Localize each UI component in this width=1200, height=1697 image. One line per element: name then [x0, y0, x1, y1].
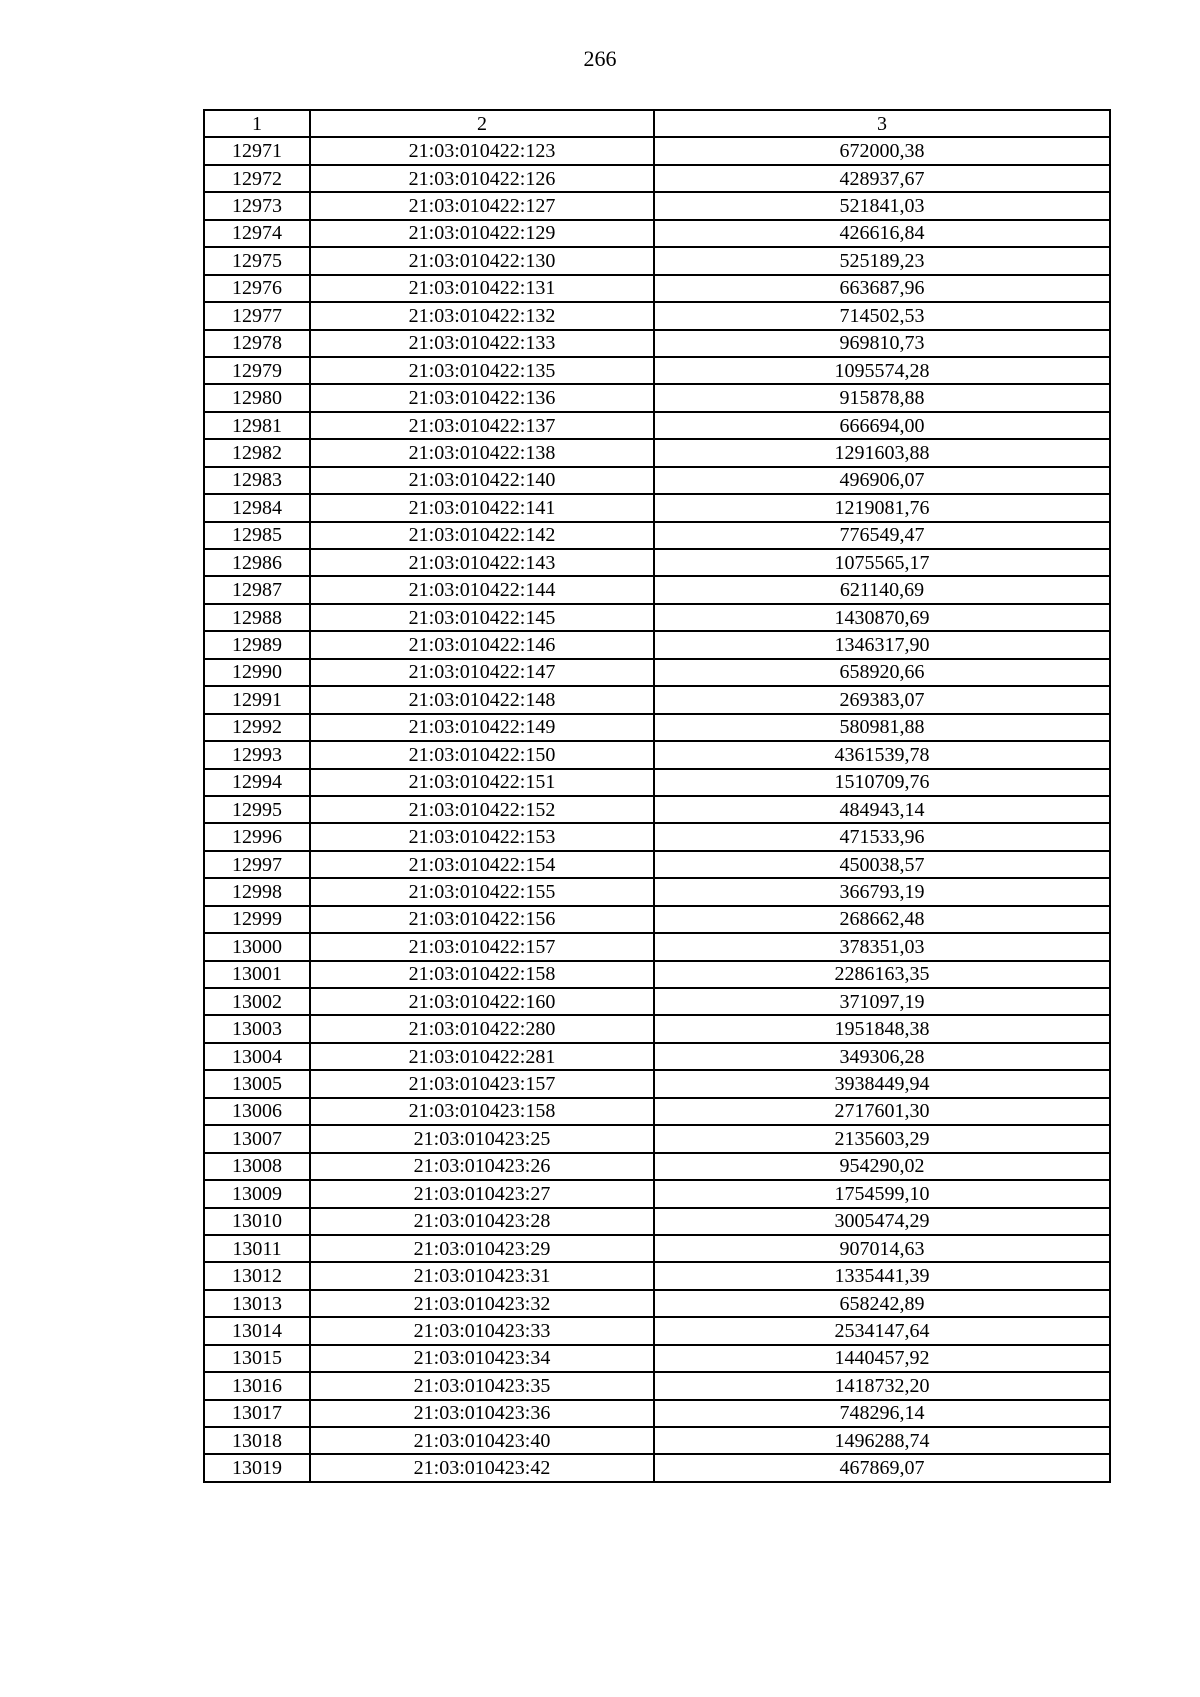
- cell-cadastral-id: 21:03:010422:126: [310, 165, 654, 192]
- cell-value: 2717601,30: [654, 1098, 1110, 1125]
- cell-cadastral-id: 21:03:010422:133: [310, 330, 654, 357]
- cell-cadastral-id: 21:03:010422:129: [310, 220, 654, 247]
- cell-value: 969810,73: [654, 330, 1110, 357]
- table-row: [204, 384, 1110, 411]
- cell-number: 13013: [204, 1290, 310, 1317]
- cell-number: 12998: [204, 878, 310, 905]
- table-row: [204, 631, 1110, 658]
- cell-cadastral-id: 21:03:010422:152: [310, 796, 654, 823]
- table-row: [204, 933, 1110, 960]
- cell-cadastral-id: 21:03:010422:144: [310, 576, 654, 603]
- cell-value: 2135603,29: [654, 1125, 1110, 1152]
- cell-number: 12984: [204, 494, 310, 521]
- table-row: [204, 357, 1110, 384]
- cell-cadastral-id: 21:03:010422:135: [310, 357, 654, 384]
- table-row: [204, 769, 1110, 796]
- cell-value: 496906,07: [654, 467, 1110, 494]
- cell-cadastral-id: 21:03:010422:136: [310, 384, 654, 411]
- cell-value: 658242,89: [654, 1290, 1110, 1317]
- cell-cadastral-id: 21:03:010423:42: [310, 1454, 654, 1481]
- cell-cadastral-id: 21:03:010423:40: [310, 1427, 654, 1454]
- table-row: [204, 1290, 1110, 1317]
- cell-value: 471533,96: [654, 823, 1110, 850]
- cell-value: 714502,53: [654, 302, 1110, 329]
- cell-number: 12987: [204, 576, 310, 603]
- table-row: [204, 522, 1110, 549]
- table-row: [204, 878, 1110, 905]
- cell-number: 12978: [204, 330, 310, 357]
- cell-cadastral-id: 21:03:010422:158: [310, 961, 654, 988]
- table-row: [204, 494, 1110, 521]
- cell-value: 366793,19: [654, 878, 1110, 905]
- cell-value: 1291603,88: [654, 439, 1110, 466]
- cell-number: 12992: [204, 714, 310, 741]
- cell-cadastral-id: 21:03:010422:132: [310, 302, 654, 329]
- cell-number: 12976: [204, 275, 310, 302]
- cell-number: 12988: [204, 604, 310, 631]
- table-row: [204, 1153, 1110, 1180]
- cell-value: 3005474,29: [654, 1208, 1110, 1235]
- cell-value: 1510709,76: [654, 769, 1110, 796]
- cell-cadastral-id: 21:03:010422:153: [310, 823, 654, 850]
- cell-value: 907014,63: [654, 1235, 1110, 1262]
- cell-value: 4361539,78: [654, 741, 1110, 768]
- cell-value: 1430870,69: [654, 604, 1110, 631]
- table-row: [204, 1015, 1110, 1042]
- cell-cadastral-id: 21:03:010422:137: [310, 412, 654, 439]
- table-row: [204, 192, 1110, 219]
- cell-cadastral-id: 21:03:010423:34: [310, 1345, 654, 1372]
- cell-cadastral-id: 21:03:010423:157: [310, 1070, 654, 1097]
- cell-value: 521841,03: [654, 192, 1110, 219]
- table-row: [204, 714, 1110, 741]
- cell-value: 1496288,74: [654, 1427, 1110, 1454]
- cell-value: 450038,57: [654, 851, 1110, 878]
- table-row: [204, 823, 1110, 850]
- cell-cadastral-id: 21:03:010422:127: [310, 192, 654, 219]
- cell-number: 13014: [204, 1317, 310, 1344]
- cell-cadastral-id: 21:03:010423:28: [310, 1208, 654, 1235]
- cell-number: 12971: [204, 137, 310, 164]
- cell-number: 13002: [204, 988, 310, 1015]
- cell-cadastral-id: 21:03:010422:140: [310, 467, 654, 494]
- table-row: [204, 686, 1110, 713]
- cell-value: 378351,03: [654, 933, 1110, 960]
- cell-cadastral-id: 21:03:010423:158: [310, 1098, 654, 1125]
- table-row: [204, 247, 1110, 274]
- cell-value: 428937,67: [654, 165, 1110, 192]
- cell-number: 13004: [204, 1043, 310, 1070]
- cell-value: 1418732,20: [654, 1372, 1110, 1399]
- table-row: [204, 1098, 1110, 1125]
- cell-value: 1440457,92: [654, 1345, 1110, 1372]
- cell-value: 525189,23: [654, 247, 1110, 274]
- cell-cadastral-id: 21:03:010423:31: [310, 1262, 654, 1289]
- table-header-row: [204, 110, 1110, 137]
- cell-number: 13007: [204, 1125, 310, 1152]
- cell-value: 915878,88: [654, 384, 1110, 411]
- table-row: [204, 1345, 1110, 1372]
- table-row: [204, 796, 1110, 823]
- cell-number: 13012: [204, 1262, 310, 1289]
- cell-cadastral-id: 21:03:010423:35: [310, 1372, 654, 1399]
- cell-number: 12972: [204, 165, 310, 192]
- cell-number: 12980: [204, 384, 310, 411]
- cell-value: 269383,07: [654, 686, 1110, 713]
- cell-number: 13006: [204, 1098, 310, 1125]
- cell-number: 12997: [204, 851, 310, 878]
- cell-cadastral-id: 21:03:010422:155: [310, 878, 654, 905]
- cell-value: 2534147,64: [654, 1317, 1110, 1344]
- cell-cadastral-id: 21:03:010422:143: [310, 549, 654, 576]
- cell-number: 12986: [204, 549, 310, 576]
- cell-number: 13005: [204, 1070, 310, 1097]
- table-row: [204, 1454, 1110, 1481]
- cell-value: 1951848,38: [654, 1015, 1110, 1042]
- cell-number: 13015: [204, 1345, 310, 1372]
- table-row: [204, 1317, 1110, 1344]
- cell-value: 621140,69: [654, 576, 1110, 603]
- table-row: [204, 1235, 1110, 1262]
- table-row: [204, 1125, 1110, 1152]
- table-row: [204, 1262, 1110, 1289]
- table-row: [204, 439, 1110, 466]
- table-row: [204, 302, 1110, 329]
- table-row: [204, 1208, 1110, 1235]
- cell-cadastral-id: 21:03:010422:154: [310, 851, 654, 878]
- cell-number: 12995: [204, 796, 310, 823]
- table-row: [204, 165, 1110, 192]
- table-row: [204, 549, 1110, 576]
- cell-cadastral-id: 21:03:010422:150: [310, 741, 654, 768]
- cell-cadastral-id: 21:03:010422:280: [310, 1015, 654, 1042]
- column-header-3: 3: [654, 110, 1110, 137]
- cell-number: 13010: [204, 1208, 310, 1235]
- cell-number: 12996: [204, 823, 310, 850]
- cell-number: 12999: [204, 906, 310, 933]
- column-header-1: 1: [204, 110, 310, 137]
- cell-number: 13009: [204, 1180, 310, 1207]
- cell-value: 580981,88: [654, 714, 1110, 741]
- table-row: [204, 137, 1110, 164]
- cell-value: 954290,02: [654, 1153, 1110, 1180]
- cell-cadastral-id: 21:03:010423:27: [310, 1180, 654, 1207]
- cell-cadastral-id: 21:03:010422:151: [310, 769, 654, 796]
- cell-cadastral-id: 21:03:010423:26: [310, 1153, 654, 1180]
- cell-value: 663687,96: [654, 275, 1110, 302]
- table-row: [204, 1180, 1110, 1207]
- cell-number: 12989: [204, 631, 310, 658]
- table-row: [204, 988, 1110, 1015]
- cell-value: 371097,19: [654, 988, 1110, 1015]
- cell-number: 12985: [204, 522, 310, 549]
- cell-value: 1095574,28: [654, 357, 1110, 384]
- cell-cadastral-id: 21:03:010422:130: [310, 247, 654, 274]
- cell-number: 13011: [204, 1235, 310, 1262]
- cell-value: 467869,07: [654, 1454, 1110, 1481]
- table-row: [204, 1070, 1110, 1097]
- cell-cadastral-id: 21:03:010422:156: [310, 906, 654, 933]
- page-number: 266: [583, 46, 617, 71]
- table-row: [204, 1043, 1110, 1070]
- table-row: [204, 1427, 1110, 1454]
- table-row: [204, 1372, 1110, 1399]
- cell-number: 13003: [204, 1015, 310, 1042]
- cell-value: 658920,66: [654, 659, 1110, 686]
- table-row: [204, 467, 1110, 494]
- cell-value: 1219081,76: [654, 494, 1110, 521]
- cell-value: 426616,84: [654, 220, 1110, 247]
- cell-cadastral-id: 21:03:010422:149: [310, 714, 654, 741]
- data-table: [203, 109, 1111, 1483]
- column-header-2: 2: [310, 110, 654, 137]
- table-row: [204, 275, 1110, 302]
- cell-value: 484943,14: [654, 796, 1110, 823]
- cell-number: 12981: [204, 412, 310, 439]
- cell-cadastral-id: 21:03:010422:148: [310, 686, 654, 713]
- cell-number: 13008: [204, 1153, 310, 1180]
- cell-cadastral-id: 21:03:010422:138: [310, 439, 654, 466]
- cell-cadastral-id: 21:03:010423:29: [310, 1235, 654, 1262]
- cell-cadastral-id: 21:03:010423:32: [310, 1290, 654, 1317]
- cell-value: 268662,48: [654, 906, 1110, 933]
- table-body: [204, 137, 1110, 1481]
- cell-number: 12983: [204, 467, 310, 494]
- cell-cadastral-id: 21:03:010422:281: [310, 1043, 654, 1070]
- cell-number: 13019: [204, 1454, 310, 1481]
- cell-value: 349306,28: [654, 1043, 1110, 1070]
- table-row: [204, 330, 1110, 357]
- cell-number: 13000: [204, 933, 310, 960]
- cell-number: 13017: [204, 1400, 310, 1427]
- table-row: [204, 576, 1110, 603]
- cell-cadastral-id: 21:03:010422:123: [310, 137, 654, 164]
- table-row: [204, 220, 1110, 247]
- cell-value: 748296,14: [654, 1400, 1110, 1427]
- cell-number: 13016: [204, 1372, 310, 1399]
- cell-value: 666694,00: [654, 412, 1110, 439]
- cell-cadastral-id: 21:03:010422:147: [310, 659, 654, 686]
- cell-number: 12994: [204, 769, 310, 796]
- cell-value: 1075565,17: [654, 549, 1110, 576]
- cell-cadastral-id: 21:03:010423:33: [310, 1317, 654, 1344]
- cell-cadastral-id: 21:03:010422:160: [310, 988, 654, 1015]
- cell-number: 12991: [204, 686, 310, 713]
- cell-number: 12974: [204, 220, 310, 247]
- cell-cadastral-id: 21:03:010423:36: [310, 1400, 654, 1427]
- table-row: [204, 961, 1110, 988]
- cell-value: 1335441,39: [654, 1262, 1110, 1289]
- cell-number: 12973: [204, 192, 310, 219]
- cell-number: 12975: [204, 247, 310, 274]
- table-row: [204, 1400, 1110, 1427]
- cell-cadastral-id: 21:03:010422:157: [310, 933, 654, 960]
- cell-cadastral-id: 21:03:010422:146: [310, 631, 654, 658]
- cell-value: 2286163,35: [654, 961, 1110, 988]
- table-row: [204, 604, 1110, 631]
- cell-value: 1754599,10: [654, 1180, 1110, 1207]
- cell-cadastral-id: 21:03:010422:142: [310, 522, 654, 549]
- cell-cadastral-id: 21:03:010422:145: [310, 604, 654, 631]
- cell-cadastral-id: 21:03:010423:25: [310, 1125, 654, 1152]
- cell-number: 13001: [204, 961, 310, 988]
- cell-number: 12979: [204, 357, 310, 384]
- cell-value: 672000,38: [654, 137, 1110, 164]
- cell-cadastral-id: 21:03:010422:141: [310, 494, 654, 521]
- cell-number: 13018: [204, 1427, 310, 1454]
- cell-number: 12990: [204, 659, 310, 686]
- table-row: [204, 659, 1110, 686]
- cell-number: 12982: [204, 439, 310, 466]
- cell-number: 12977: [204, 302, 310, 329]
- cell-cadastral-id: 21:03:010422:131: [310, 275, 654, 302]
- table-row: [204, 741, 1110, 768]
- table-row: [204, 851, 1110, 878]
- cell-value: 1346317,90: [654, 631, 1110, 658]
- cell-value: 3938449,94: [654, 1070, 1110, 1097]
- cell-value: 776549,47: [654, 522, 1110, 549]
- table-row: [204, 906, 1110, 933]
- cell-number: 12993: [204, 741, 310, 768]
- table-row: [204, 412, 1110, 439]
